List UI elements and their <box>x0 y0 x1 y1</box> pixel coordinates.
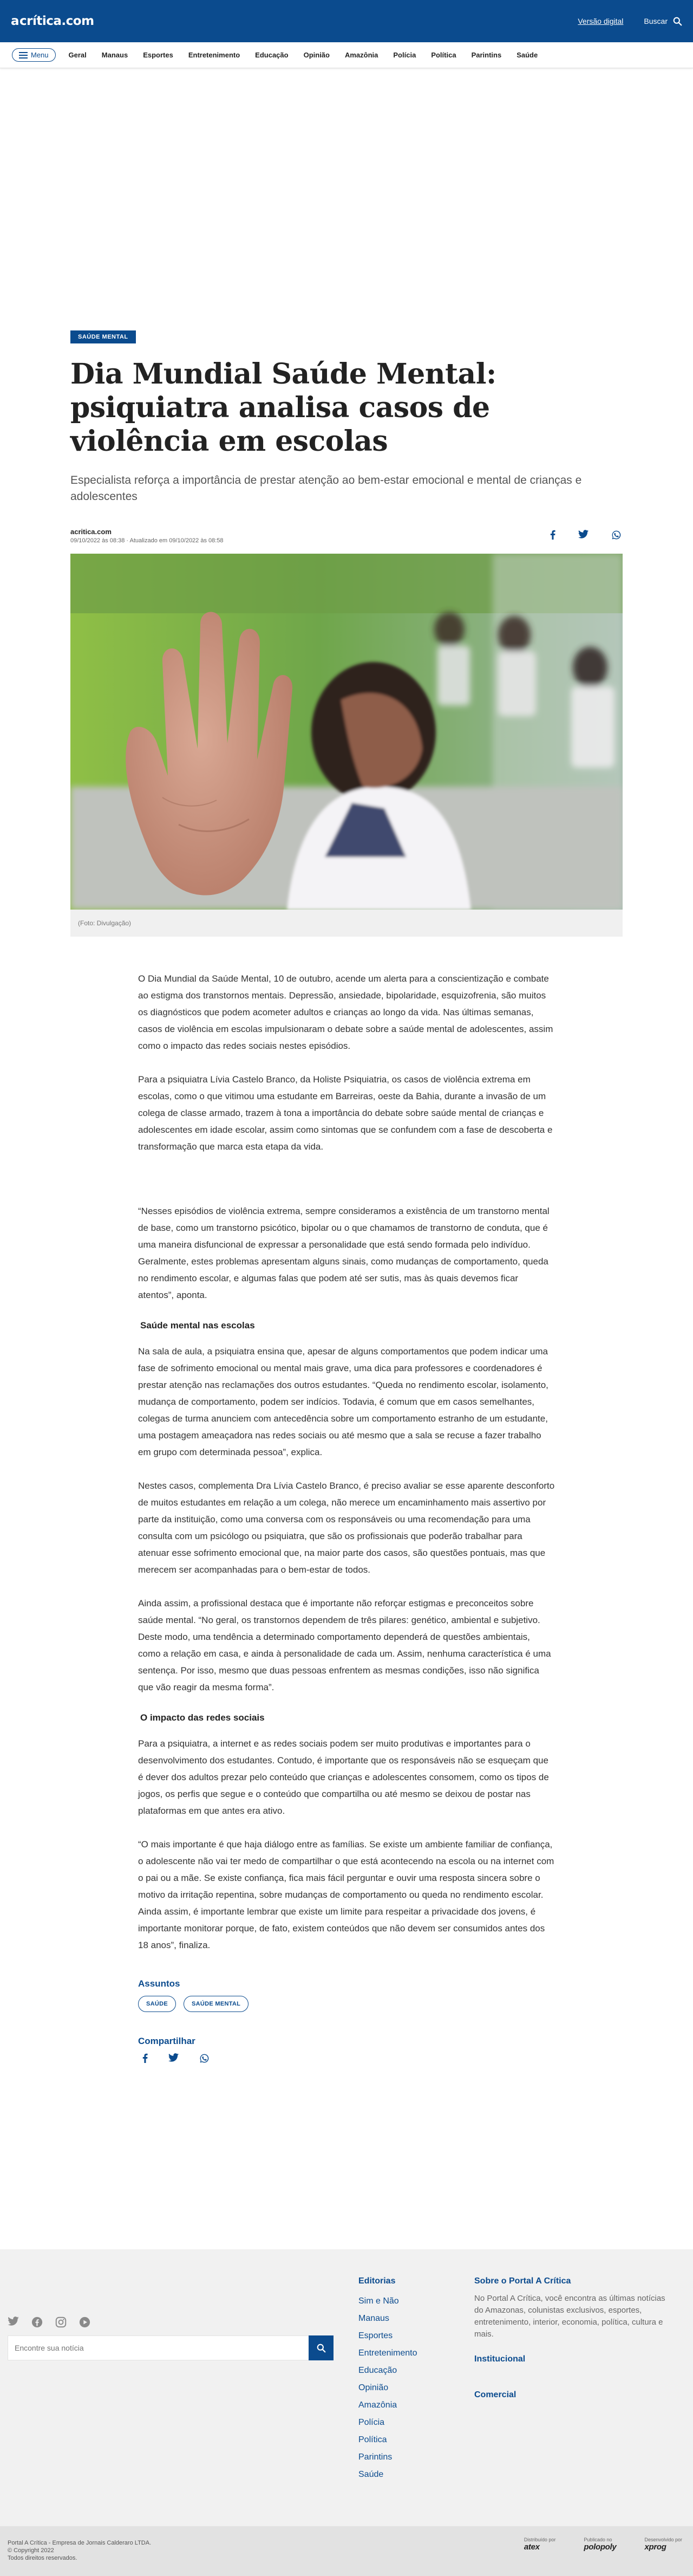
site-logo[interactable] <box>11 14 94 28</box>
facebook-share-button[interactable] <box>142 2053 148 2066</box>
search-icon <box>317 2344 326 2353</box>
section-heading: Saúde mental nas escolas <box>140 1320 255 1331</box>
article-meta <box>70 528 623 544</box>
facebook-icon <box>550 530 555 540</box>
search-label: Buscar <box>644 17 668 25</box>
about-title: Sobre o Portal A Crítica <box>474 2276 571 2286</box>
whatsapp-share-button[interactable] <box>611 530 622 540</box>
facebook-share-button[interactable] <box>550 530 555 540</box>
nav-item-saude[interactable]: Saúde <box>517 51 538 59</box>
article-header <box>70 330 623 544</box>
footer-link-policia[interactable]: Polícia <box>358 2418 385 2427</box>
share-title: Compartilhar <box>138 2036 195 2046</box>
footer-search-input[interactable] <box>8 2336 309 2360</box>
twitter-icon <box>8 2317 19 2326</box>
tag-saude-mental[interactable]: SAÚDE MENTAL <box>184 1996 249 2012</box>
footer-about <box>474 2276 669 2426</box>
nav-item-politica[interactable]: Política <box>431 51 456 59</box>
menu-button-label: Menu <box>31 51 49 59</box>
footer-link-entretenimento[interactable]: Entretenimento <box>358 2348 417 2358</box>
facebook-icon <box>31 2317 43 2328</box>
nav-item-parintins[interactable]: Parintins <box>471 51 502 59</box>
about-text: No Portal A Crítica, você encontra as últimas notícias do Amazonas, colunistas exclusivos, esportes, entretenimento, interior, economia, política, cultura e mais. <box>474 2294 665 2339</box>
article-paragraph: Ainda assim, a profissional destaca que é importante não reforçar estigmas e preconceitos sobre saúde mental. “No geral, os transtornos dependem de três pilares: genético, ambiental e subjetivo. Deste modo, uma tendência a determinado comportamento dependerá de questões ambientais, como a relação em casa, e ainda à personalidade de cada um. Assim, nenhuma característica é uma sentença. Por isso, mesmo que duas pessoas enfrentem as mesmas condições, isso não significa que vão reagir da mesma forma”. <box>138 1598 551 1692</box>
nav-item-amazonia[interactable]: Amazônia <box>344 51 378 59</box>
topics-section <box>138 1978 555 2012</box>
search-icon <box>673 17 682 26</box>
editorias-title: Editorias <box>358 2276 396 2286</box>
footer-link-politica[interactable]: Política <box>358 2435 387 2444</box>
footer-link-amazonia[interactable]: Amazônia <box>358 2400 397 2410</box>
digital-version-link[interactable]: Versão digital <box>578 17 624 25</box>
footer-link-esportes[interactable]: Esportes <box>358 2331 393 2340</box>
top-bar <box>0 0 693 42</box>
nav-item-policia[interactable]: Polícia <box>393 51 416 59</box>
logo-symbol: a <box>11 14 19 28</box>
category-badge[interactable]: SAÚDE MENTAL <box>70 330 136 343</box>
site-footer <box>0 2249 693 2526</box>
twitter-link[interactable] <box>8 2317 19 2331</box>
partner-name: polopoly <box>584 2542 617 2552</box>
article-paragraph: Na sala de aula, a psiquiatra ensina que, apesar de alguns comportamentos que podem indicar uma fase de sofrimento emocional ou mental mais grave, uma dica para professores e coordenadores é prestar atenção nas reclamações dos outros estudantes. “Queda no rendimento escolar, isolamento, mudança de comportamento, podem ser indícios. Todavia, é comum que em casos semelhantes, colegas de turma anunciem com antecedência sobre um comportamento estranho de um estudante, uma postagem ameaçadora nas redes sociais ou até mesmo que a sala se recuse a fazer trabalho em grupo com determinada pessoa”, explica. <box>138 1346 548 1457</box>
legal-rights: Todos direitos reservados. <box>8 2555 77 2561</box>
article-paragraph: O Dia Mundial da Saúde Mental, 10 de outubro, acende um alerta para a conscientização e combate ao estigma dos transtornos mentais. Depressão, ansiedade, bipolaridade, esquizofrenia, são muitos os diagnósticos que podem acometer adultos e crianças ao longo da vida. Nas últimas semanas, casos de violência em escolas impulsionaram o debate sobre a saúde mental de adolescentes, assim como o impacto das redes sociais nestes episódios. <box>138 974 553 1051</box>
youtube-link[interactable] <box>79 2317 90 2331</box>
partner-label: Publicado no <box>584 2537 612 2542</box>
hamburger-icon <box>19 52 28 59</box>
footer-link-saude[interactable]: Saúde <box>358 2470 384 2479</box>
partner-logos <box>524 2537 682 2552</box>
menu-button[interactable] <box>12 48 56 62</box>
instagram-icon <box>55 2317 67 2328</box>
footer-link-parintins[interactable]: Parintins <box>358 2452 393 2462</box>
footer-editorias <box>358 2276 417 2483</box>
article-date: 09/10/2022 às 08:38 · Atualizado em 09/10/2022 às 08:58 <box>70 537 224 544</box>
footer-social-links <box>8 2317 90 2331</box>
nav-item-opiniao[interactable]: Opinião <box>303 51 330 59</box>
article-title: Dia Mundial Saúde Mental: psiquiatra analisa casos de violência em escolas <box>70 358 496 458</box>
main-nav <box>0 42 693 68</box>
twitter-icon <box>168 2053 179 2062</box>
topics-title: Assuntos <box>138 1978 180 1989</box>
legal-text <box>8 2539 151 2562</box>
article-paragraph: Para a psiquiatra, a internet e as redes sociais podem ser muito produtivas e importantes para o desenvolvimento dos estudantes. Contudo, é importante que os responsáveis não se esqueçam que é dever dos adultos prezar pelo conteúdo que crianças e adolescentes consomem, como os tipos de jogos, os perfis que segue e o conteúdo que compartilha ou até mesmo se deixou de postar nas plataformas em que antes era ativo. <box>138 1738 549 1816</box>
share-bottom <box>142 2053 555 2066</box>
share-top <box>550 530 622 540</box>
footer-link-sim-e-nao[interactable]: Sim e Não <box>358 2296 399 2306</box>
article-figure <box>70 554 623 937</box>
nav-item-esportes[interactable]: Esportes <box>143 51 173 59</box>
footer-bottom-bar <box>0 2526 693 2576</box>
top-bar-actions <box>578 17 682 26</box>
facebook-icon <box>142 2053 148 2063</box>
institucional-link[interactable]: Institucional <box>474 2354 526 2364</box>
partner-label: Desenvolvido por <box>644 2537 682 2542</box>
article-paragraph: Nestes casos, complementa Dra Lívia Castelo Branco, é preciso avaliar se esse aparente desconforto de muitos estudantes em relação a um colega, não merece um encaminhamento mais assertivo por parte da instituição, como uma conversa com os responsáveis ou uma recomendação para uma consulta com um psicólogo ou psiquiatra, que são os profissionais que poderão trabalhar para atenuar esse sofrimento emocional que, na maior parte dos casos, são questões pontuais, mas que merecem ser acompanhadas para o bem-estar de todos. <box>138 1481 555 1575</box>
twitter-icon <box>578 530 589 538</box>
partner-name: xprog <box>644 2542 666 2552</box>
partner-polopoly[interactable] <box>584 2537 616 2552</box>
twitter-share-button[interactable] <box>168 2053 179 2066</box>
article-photo <box>70 554 623 910</box>
article-body <box>138 970 555 2066</box>
footer-link-manaus[interactable]: Manaus <box>358 2314 389 2323</box>
youtube-icon <box>79 2317 90 2328</box>
nav-item-geral[interactable]: Geral <box>68 51 87 59</box>
instagram-link[interactable] <box>55 2317 67 2331</box>
facebook-link[interactable] <box>31 2317 43 2331</box>
whatsapp-icon <box>611 530 622 540</box>
logo-text: crítica.com <box>19 14 94 28</box>
twitter-share-button[interactable] <box>578 530 589 540</box>
nav-item-manaus[interactable]: Manaus <box>101 51 128 59</box>
whatsapp-icon <box>199 2053 210 2064</box>
partner-name: atex <box>524 2542 540 2552</box>
legal-company: Portal A Crítica - Empresa de Jornais Calderaro LTDA. <box>8 2540 152 2546</box>
footer-search-button[interactable] <box>309 2335 334 2360</box>
whatsapp-share-button[interactable] <box>199 2053 210 2066</box>
article-paragraph: Para a psiquiatra Lívia Castelo Branco, da Holiste Psiquiatria, os casos de violência extrema em escolas, como o que vitimou uma estudante em Barreiras, oeste da Bahia, durante a invasão de um colega de classe armado, trazem à tona a importância do debate sobre saúde mental de crianças e adolescentes em idade escolar, assim como sintomas que se confundem com a fase de descoberta e transformação que marca esta etapa da vida. <box>138 1074 553 1152</box>
topic-tags <box>138 1996 555 2012</box>
nav-item-educacao[interactable]: Educação <box>255 51 289 59</box>
footer-link-opiniao[interactable]: Opinião <box>358 2383 389 2392</box>
article-source: acritica.com <box>70 528 112 536</box>
tag-saude[interactable]: SAÚDE <box>138 1996 176 2012</box>
photo-caption: (Foto: Divulgação) <box>78 919 132 927</box>
article-paragraph: “Nesses episódios de violência extrema, sempre consideramos a existência de um transtorno mental de base, como um transtorno psicótico, bipolar ou o que chamamos de transtorno de conduta, que é uma maneira disfuncional de expressar a personalidade que está sendo formada pelo indivíduo. Geralmente, estes problemas apresentam alguns sinais, como mudanças de comportamento, queda no rendimento escolar, e algumas falas que podem até ser sutis, mas às quais devemos ficar atentos”, aponta. <box>138 1206 550 1300</box>
legal-copyright: © Copyright 2022 <box>8 2547 54 2554</box>
partner-atex[interactable] <box>524 2537 556 2552</box>
comercial-link[interactable]: Comercial <box>474 2390 517 2399</box>
footer-link-educacao[interactable]: Educação <box>358 2366 397 2375</box>
partner-label: Distribuído por <box>524 2537 556 2542</box>
section-heading: O impacto das redes sociais <box>140 1712 265 1723</box>
partner-xprog[interactable] <box>644 2537 682 2552</box>
search-button[interactable] <box>644 17 682 26</box>
article-paragraph: “O mais importante é que haja diálogo entre as famílias. Se existe um ambiente familiar de confiança, o adolescente não vai ter medo de compartilhar o que está acontecendo na escola ou na internet com o pai ou a mãe. Se existe confiança, fica mais fácil perguntar e ouvir uma resposta sincera sobre o motivo da irritação repentina, sobre mudanças de comportamento ou queda no rendimento escolar. Ainda assim, é importante lembrar que existe um limite para respeitar a privacidade dos jovens, é importante monitorar porque, de fato, existem conteúdos que não devem ser consumidos antes dos 18 anos”, finaliza. <box>138 1839 554 1950</box>
article-subtitle: Especialista reforça a importância de prestar atenção ao bem-estar emocional e mental de crianças e adolescentes <box>70 474 582 503</box>
share-section <box>138 2036 555 2066</box>
nav-item-entretenimento[interactable]: Entretenimento <box>188 51 240 59</box>
footer-search <box>8 2335 334 2360</box>
ad-space <box>0 68 693 330</box>
